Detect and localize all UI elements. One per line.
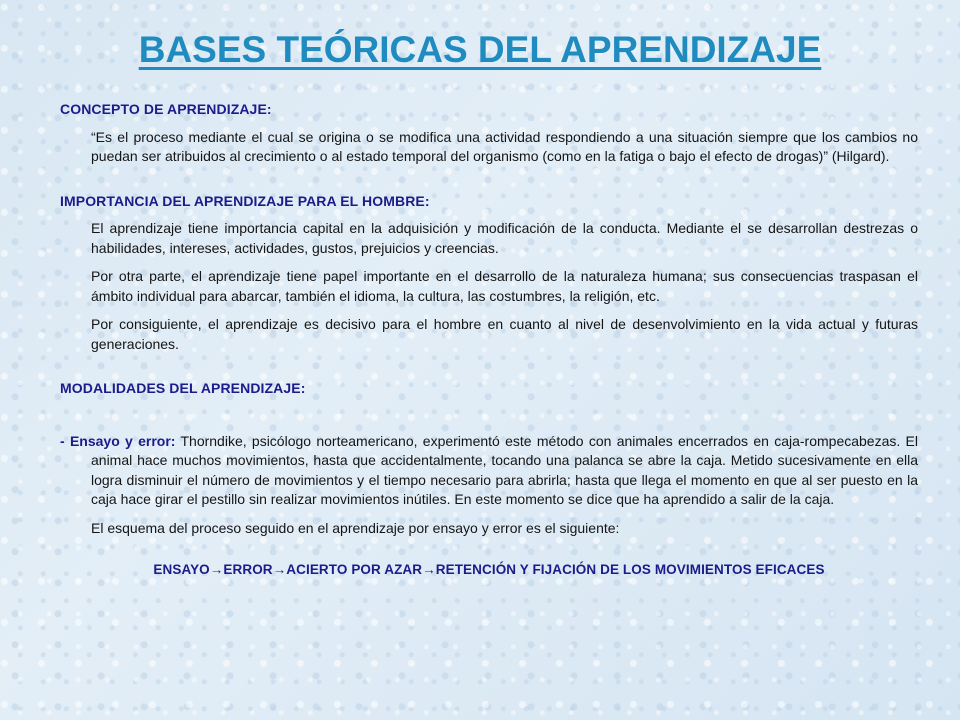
scheme-step-1: ENSAYO — [153, 562, 210, 577]
learning-scheme — [60, 560, 918, 580]
trial-error-item — [60, 432, 918, 510]
importance-paragraph-2: Por otra parte, el aprendizaje tiene papel importante en el desarrollo de la naturaleza humana; sus consecuencias traspasan el ámbito individual para abarcar, también el idioma, la cultura, las costumbres, la religión, etc. — [91, 268, 918, 304]
scheme-step-4: RETENCIÓN Y FIJACIÓN DE LOS MOVIMIENTOS EFICACES — [435, 562, 825, 577]
trial-error-lead: - Ensayo y error: — [60, 432, 176, 449]
slide-title: BASES TEÓRICAS DEL APRENDIZAJE — [138, 29, 822, 70]
arrow-right-icon: → — [422, 562, 436, 577]
importance-heading: IMPORTANCIA DEL APRENDIZAJE PARA EL HOMBRE: — [60, 192, 430, 209]
modalities-heading: MODALIDADES DEL APRENDIZAJE: — [60, 380, 306, 396]
concept-heading: CONCEPTO DE APRENDIZAJE: — [60, 101, 272, 117]
arrow-right-icon: → — [272, 562, 287, 577]
arrow-right-icon: → — [209, 562, 224, 577]
importance-paragraph-1: El aprendizaje tiene importancia capital en la adquisición y modificación de la conducta. Mediante el se desarrollan destrezas o habilidades, intereses, actividades, gustos, prejuicios y creencias. — [91, 220, 918, 256]
slide-content — [60, 100, 918, 580]
scheme-step-2: ERROR — [223, 562, 273, 577]
importance-paragraph-3: Por consiguiente, el aprendizaje es decisivo para el hombre en cuanto al nivel de desenvolvimiento en la vida actual y futuras generaciones. — [91, 316, 918, 352]
concept-definition: “Es el proceso mediante el cual se origina o se modifica una actividad respondiendo a una situación siempre que los cambios no puedan ser atribuidos al crecimiento o al estado temporal del organismo (como en la fatiga o bajo el efecto de drogas)” (Hilgard). — [91, 128, 918, 164]
scheme-step-3: ACIERTO POR AZAR — [286, 562, 423, 577]
trial-error-followup: El esquema del proceso seguido en el aprendizaje por ensayo y error es el siguiente: — [91, 519, 620, 536]
trial-error-text: Thorndike, psicólogo norteamericano, experimentó este método con animales encerrados en caja-rompecabezas. El animal hace muchos movimientos, hasta que accidentalmente, tocando una palanca se abre la caja. Metido sucesivamente en ella logra disminuir el número de movimientos y el tiempo necesario para abrirla; hasta que llega el momento en que al ser puesto en la caja hace girar el pestillo sin realizar movimientos inútiles. En este momento se dice que ha aprendido a salir de la caja. — [91, 432, 918, 507]
